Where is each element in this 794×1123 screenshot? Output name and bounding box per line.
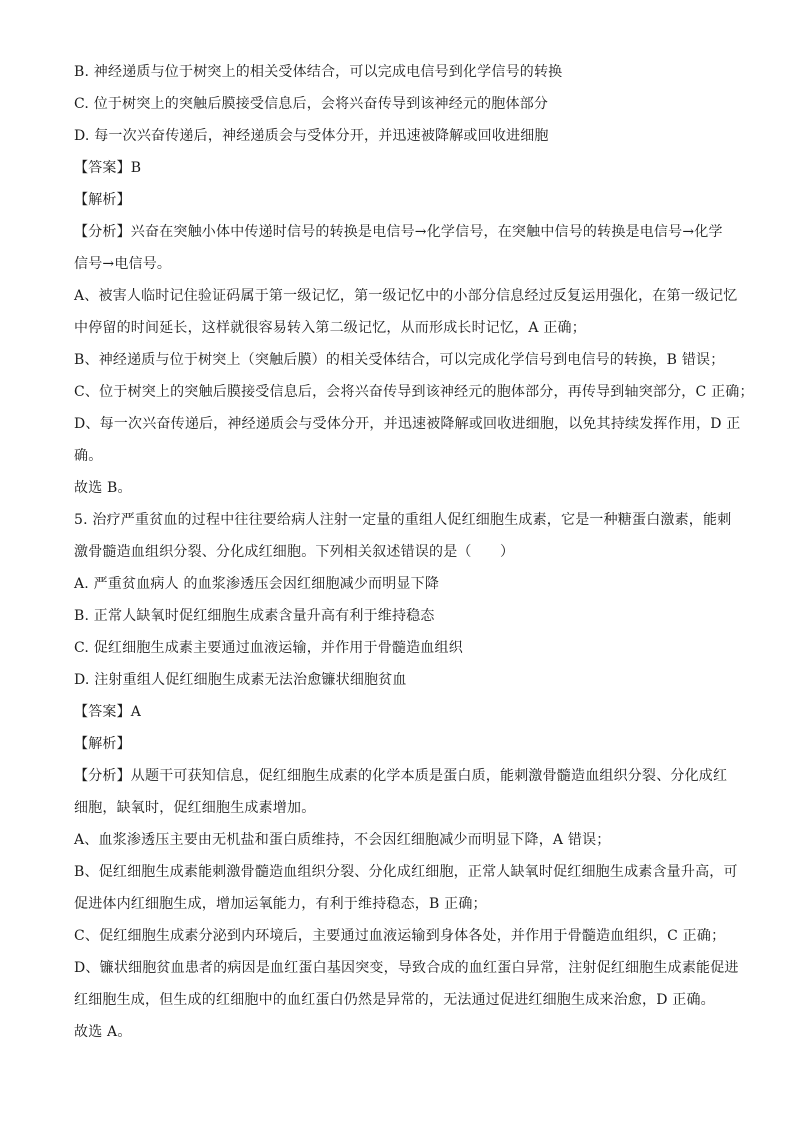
explain-d: D、每一次兴奋传递后，神经递质会与受体分开，并迅速被降解或回收进细胞，以免其持续发挥作用，D 正 xyxy=(74,416,741,432)
q5-choose-answer: 故选 A。 xyxy=(74,1024,132,1040)
q5-explain-d-cont: 红细胞生成，但生成的红细胞中的血红蛋白仍然是异常的，无法通过促进红细胞生成来治愈，D 正确。 xyxy=(74,992,715,1008)
q5-option-b: B. 正常人缺氧时促红细胞生成素含量升高有利于维持稳态 xyxy=(74,608,435,624)
q5-explain-a: A、血浆渗透压主要由无机盐和蛋白质维持，不会因红细胞减少而明显下降，A 错误； xyxy=(74,832,611,848)
explain-d-cont: 确。 xyxy=(74,448,103,464)
analysis-text: 【分析】兴奋在突触小体中传递时信号的转换是电信号→化学信号，在突触中信号的转换是电信号→化学 xyxy=(74,224,723,240)
option-c: C. 位于树突上的突触后膜接受信息后，会将兴奋传导到该神经元的胞体部分 xyxy=(74,96,549,112)
q5-option-c: C. 促红细胞生成素主要通过血液运输，并作用于骨髓造血组织 xyxy=(74,640,463,656)
q5-option-a: A. 严重贫血病人 的血浆渗透压会因红细胞减少而明显下降 xyxy=(74,576,440,592)
q5-analysis-text: 【分析】从题干可获知信息，促红细胞生成素的化学本质是蛋白质，能刺激骨髓造血组织分裂、分化成红 xyxy=(74,768,728,784)
explain-a: A、被害人临时记住验证码属于第一级记忆，第一级记忆中的小部分信息经过反复运用强化，在第一级记忆 xyxy=(74,288,738,304)
q5-analysis-label: 【解析】 xyxy=(74,736,131,752)
question-5-stem-cont: 激骨髓造血组织分裂、分化成红细胞。下列相关叙述错误的是（ ） xyxy=(74,544,515,560)
q5-explain-d: D、镰状细胞贫血患者的病因是血红蛋白基因突变，导致合成的血红蛋白异常，注射促红细胞生成素能促进 xyxy=(74,960,739,976)
question-5-stem: 5. 治疗严重贫血的过程中往往要给病人注射一定量的重组人促红细胞生成素，它是一种糖蛋白激素，能刺 xyxy=(74,512,732,528)
q5-explain-b: B、促红细胞生成素能刺激骨髓造血组织分裂、分化成红细胞，正常人缺氧时促红细胞生成素含量升高，可 xyxy=(74,864,738,880)
q5-explain-b-cont: 促进体内红细胞生成，增加运氧能力，有利于维持稳态，B 正确； xyxy=(74,896,487,912)
choose-answer: 故选 B。 xyxy=(74,480,132,496)
q5-analysis-text-cont: 细胞，缺氧时，促红细胞生成素增加。 xyxy=(74,800,316,816)
analysis-label: 【解析】 xyxy=(74,192,131,208)
q5-explain-c: C、促红细胞生成素分泌到内环境后，主要通过血液运输到身体各处，并作用于骨髓造血组织，C 正确； xyxy=(74,928,726,944)
explain-a-cont: 中停留的时间延长，这样就很容易转入第二级记忆，从而形成长时记忆，A 正确； xyxy=(74,320,586,336)
explain-c: C、位于树突上的突触后膜接受信息后，会将兴奋传导到该神经元的胞体部分，再传导到轴突部分，C 正确； xyxy=(74,384,754,400)
analysis-text-cont: 信号→电信号。 xyxy=(74,256,172,272)
q5-option-d: D. 注射重组人促红细胞生成素无法治愈镰状细胞贫血 xyxy=(74,672,407,688)
answer: 【答案】B xyxy=(74,160,142,176)
option-d: D. 每一次兴奋传递后，神经递质会与受体分开，并迅速被降解或回收进细胞 xyxy=(74,128,549,144)
explain-b: B、神经递质与位于树突上（突触后膜）的相关受体结合，可以完成化学信号到电信号的转换，B 错误； xyxy=(74,352,725,368)
option-b: B. 神经递质与位于树突上的相关受体结合，可以完成电信号到化学信号的转换 xyxy=(74,64,563,80)
q5-answer: 【答案】A xyxy=(74,704,142,720)
